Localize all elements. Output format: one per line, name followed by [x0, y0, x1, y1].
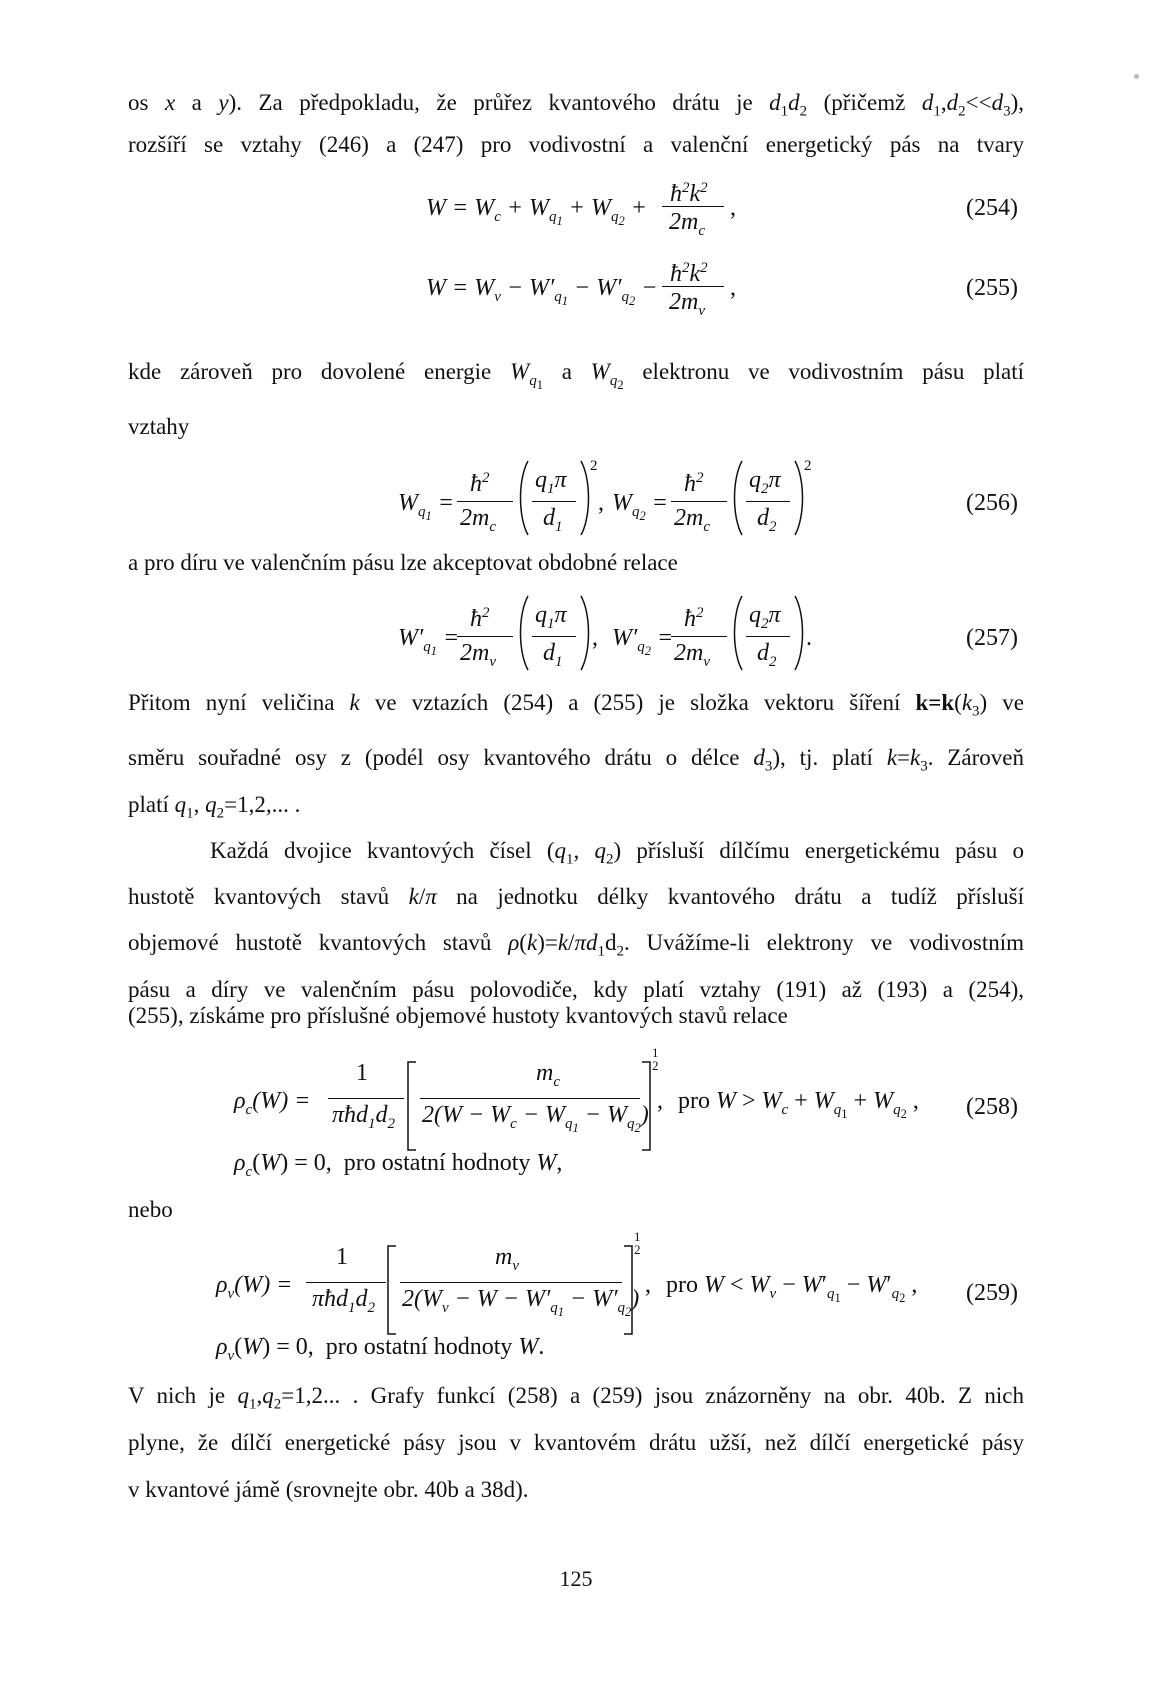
text-line: Každá dvojice kvantových čísel ($q_1$, $q_2$) přísluší dílčímu energetickému pásu o	[210, 838, 1025, 868]
text-line: kde zároveň pro dovolené energie $W_{q_1}$ a $W_{q_2}$ elektronu ve vodivostním pásu platí	[128, 359, 1024, 392]
text-line: a pro díru ve valenčním pásu lze akceptovat obdobné relace	[128, 550, 678, 575]
equation-256: $W_{q_1}$ = $ħ^2$ $2m_c$ $q_1\pi$ $d_1$ 2 , $W_{q_2}$ = $ħ^2$ $2m_c$ $q_2\pi$ $d_2$ 2 (256)	[398, 458, 1018, 535]
scan-speck	[1134, 74, 1139, 79]
text-line: plyne, že dílčí energetické pásy jsou v kvantovém drátu užší, než dílčí energetické pásy	[128, 1430, 1024, 1455]
text-line: vztahy	[128, 414, 190, 439]
equation-255: $W = W_v - W'_{q_1} - W'_{q_2}$ − $ħ^2k^2$ $2m_v$ , (255)	[426, 260, 1018, 319]
text-line: nebo	[128, 1197, 173, 1222]
equation-258: $\rho_c(W)$ = 1 $\pi ħd_1d_2$ $m_c$ $2(W - W_c - W_{q_1} - W_{q_2})$ 1 2 , pro $W > W_c + W_{q_1} + W_{q_2}$ , (258) $\rho_c(W) = 0$, pro ostatní hodnoty W,	[234, 1045, 1018, 1180]
text-line: v kvantové jámě (srovnejte obr. 40b a 38d).	[128, 1477, 529, 1502]
text-line: (255), získáme pro příslušné objemové hustoty kvantových stavů relace	[128, 1003, 788, 1028]
text-line: směru souřadné osy z (podél osy kvantového drátu o délce $d_3$), tj. platí $k=k_3$. Zároveň	[128, 745, 1024, 775]
page-number: 125	[559, 1566, 593, 1591]
text-line: V nich je $q_1,q_2=1,2$... . Grafy funkcí (258) a (259) jsou znázorněny na obr. 40b. Z nich	[128, 1383, 1024, 1413]
text-line: Přitom nyní veličina k ve vztazích (254) a (255) je složka vektoru šíření $k=k(k_3)$ ve	[128, 690, 1024, 720]
text-line: os x a y). Za předpokladu, že průřez kvantového drátu je $d_1d_2$ (přičemž $d_1,d_2<<d_3$),	[128, 90, 1024, 120]
text-line: platí $q_1$, $q_2=1,2$,... .	[128, 792, 301, 822]
equation-259: $\rho_v(W)$ = 1 $\pi ħd_1d_2$ $m_v$ $2(W_v - W - W'_{q_1} - W'_{q_2})$ 1 2 , pro $W < W_v - W'_{q_1} - W'_{q_2}$ , (259) $\rho_v(W) = 0$, pro ostatní hodnoty W.	[216, 1229, 1018, 1364]
text-line: rozšíří se vztahy (246) a (247) pro vodivostní a valenční energetický pás na tvary	[128, 132, 1024, 157]
text-line: objemové hustotě kvantových stavů $\rho(k)=k/\pi d_1d_2$. Uvážíme-li elektrony ve vodivostním	[128, 930, 1024, 960]
equation-257: $W'_{q_1}$ = $ħ^2$ $2m_v$ $q_1\pi$ $d_1$ , $W'_{q_2}$ = $ħ^2$ $2m_v$ $q_2\pi$ $d_2$ . (257)	[0, 590, 1152, 600]
equation-254: $W = W_c + W_{q_1} + W_{q_2}$ + $ħ^2k^2$ $2m_c$ , (254)	[426, 180, 1018, 239]
text-line: pásu a díry ve valenčním pásu polovodiče, kdy platí vztahy (191) až (193) a (254),	[128, 977, 1024, 1002]
text-line: hustotě kvantových stavů k/π na jednotku délky kvantového drátu a tudíž přísluší	[128, 884, 1025, 909]
